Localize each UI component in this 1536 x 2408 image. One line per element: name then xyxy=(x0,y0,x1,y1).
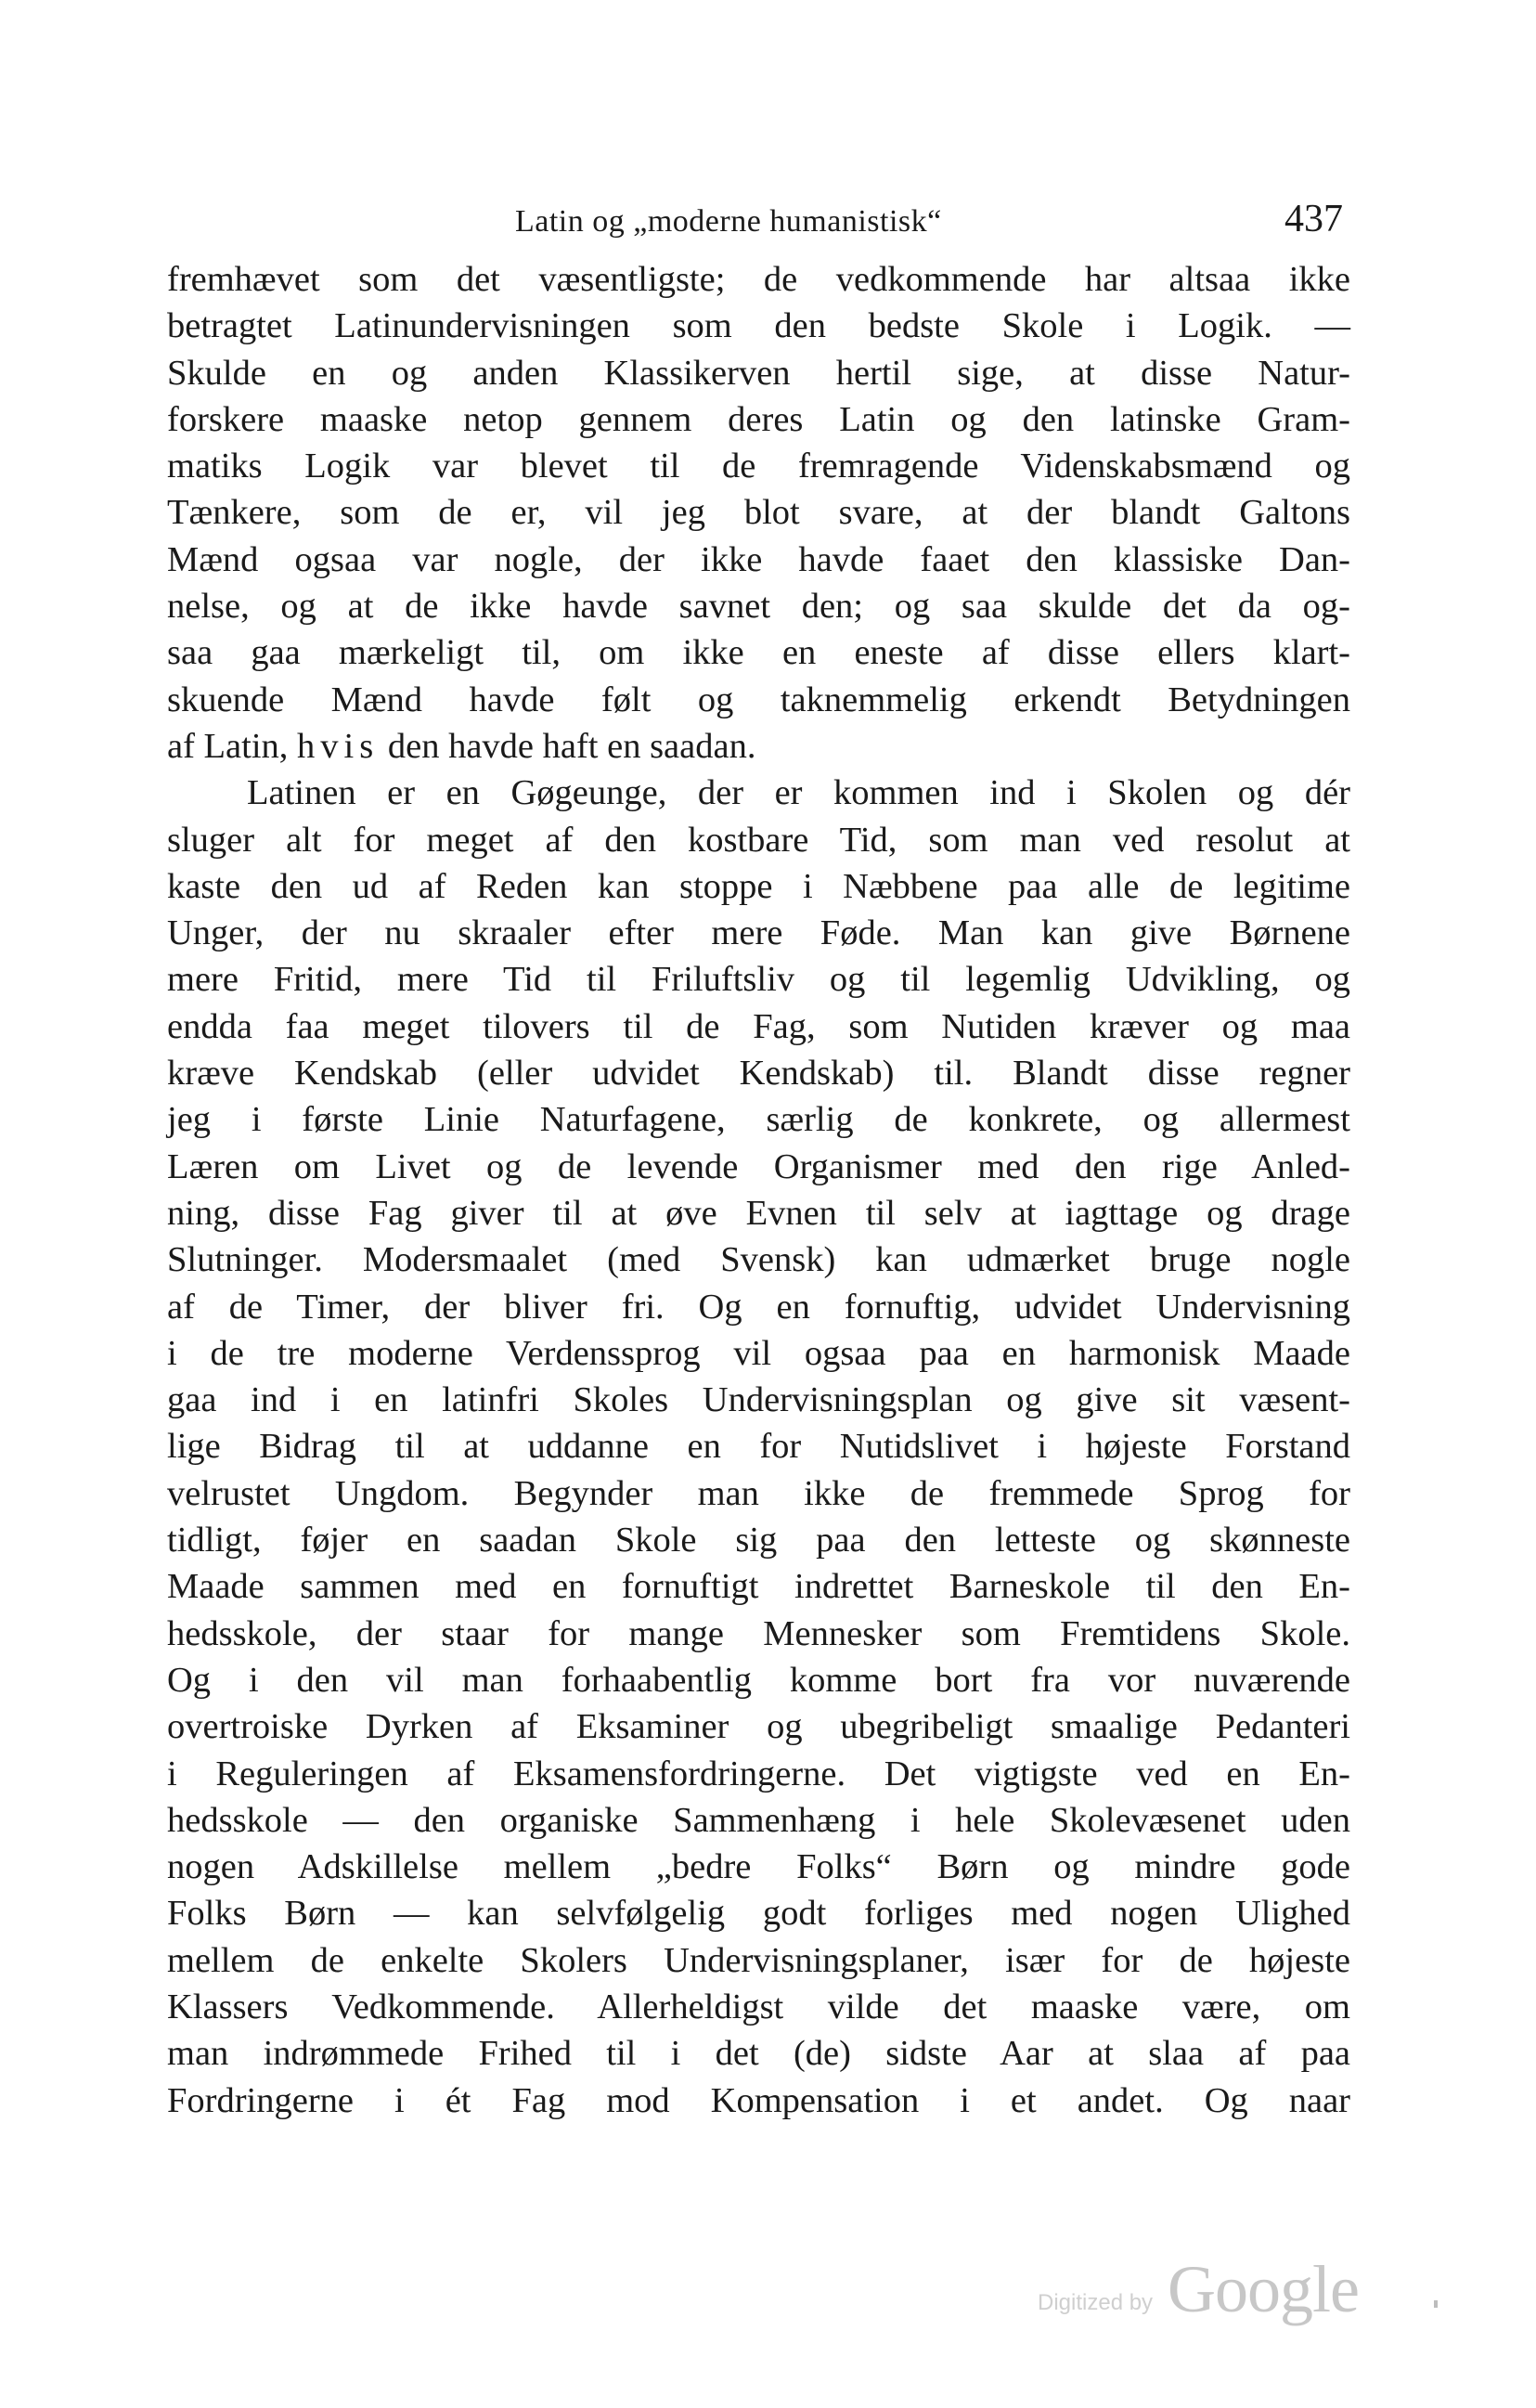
text-line: Slutninger. Modersmaalet (med Svensk) kan udmærket bruge nogle xyxy=(167,1240,1350,1280)
watermark-small-text: Digitized by xyxy=(1038,2290,1154,2315)
text-line: Skulde en og anden Klassikerven hertil sige, at disse Natur- xyxy=(167,353,1350,393)
paragraph-start-line: Latinen er en Gøgeunge, der er kommen ind i Skolen og dér xyxy=(247,773,1350,813)
text-line: tidligt, føjer en saadan Skole sig paa den letteste og skønneste xyxy=(167,1521,1350,1560)
text-line: saa gaa mærkeligt til, om ikke en eneste af disse ellers klart- xyxy=(167,633,1350,673)
text-line: betragtet Latinundervisningen som den bedste Skole i Logik. — xyxy=(167,306,1350,346)
text-line: hedsskole, der staar for mange Mennesker som Fremtidens Skole. xyxy=(167,1613,1350,1653)
text-line: hedsskole — den organiske Sammenhæng i hele Skolevæsenet uden xyxy=(167,1800,1350,1840)
body-text xyxy=(167,256,1350,2124)
paragraph-end-line xyxy=(167,723,1350,770)
text-line: sluger alt for meget af den kostbare Tid, som man ved resolut at xyxy=(167,820,1350,860)
text-line: ning, disse Fag giver til at øve Evnen til selv at iagttage og drage xyxy=(167,1193,1350,1233)
text-line: mere Fritid, mere Tid til Friluftsliv og til legemlig Udvikling, og xyxy=(167,960,1350,1000)
page-number: 437 xyxy=(1284,198,1343,240)
text-line: skuende Mænd havde følt og taknemmelig erkendt Betydningen xyxy=(167,680,1350,719)
text-line: mellem de enkelte Skolers Undervisningsplaner, især for de højeste xyxy=(167,1940,1350,1980)
running-head xyxy=(167,197,1350,252)
digitized-watermark xyxy=(1038,2251,1359,2326)
text-line: Klassers Vedkommende. Allerheldigst vilde det maaske være, om xyxy=(167,1987,1350,2026)
text-line: af de Timer, der bliver fri. Og en fornuftig, udvidet Undervisning xyxy=(167,1287,1350,1327)
text-line: kræve Kendskab (eller udvidet Kendskab) til. Blandt disse regner xyxy=(167,1054,1350,1094)
text-line: Mænd ogsaa var nogle, der ikke havde faaet den klassiske Dan- xyxy=(167,539,1350,579)
text-line: nelse, og at de ikke havde savnet den; og saa skulde det da og- xyxy=(167,587,1350,627)
text-line: Tænkere, som de er, vil jeg blot svare, at der blandt Galtons xyxy=(167,493,1350,533)
text-line: gaa ind i en latinfri Skoles Undervisningsplan og give sit væsent- xyxy=(167,1380,1350,1420)
text-line: overtroiske Dyrken af Eksaminer og ubegribeligt smaalige Pedanteri xyxy=(167,1707,1350,1747)
text-line: i de tre moderne Verdenssprog vil ogsaa paa en harmonisk Maade xyxy=(167,1333,1350,1373)
text-line: man indrømmede Frihed til i det (de) sidste Aar at slaa af paa xyxy=(167,2034,1350,2074)
running-title: Latin og „moderne humanistisk“ xyxy=(515,204,942,239)
text-line: endda faa meget tilovers til de Fag, som Nutiden kræver og maa xyxy=(167,1006,1350,1046)
emphasized-word: hvis xyxy=(297,726,380,766)
text-line: Fordringerne i ét Fag mod Kompensation i et andet. Og naar xyxy=(167,2080,1350,2120)
text-line: forskere maaske netop gennem deres Latin og den latinske Gram- xyxy=(167,399,1350,439)
text-line: Unger, der nu skraaler efter mere Føde. Man kan give Børnene xyxy=(167,913,1350,953)
text-line: lige Bidrag til at uddanne en for Nutidslivet i højeste Forstand xyxy=(167,1427,1350,1467)
line-text-before: af Latin, xyxy=(167,726,289,766)
text-line: Læren om Livet og de levende Organismer med den rige Anled- xyxy=(167,1146,1350,1186)
text-line: jeg i første Linie Naturfagene, særlig de konkrete, og allermest xyxy=(167,1100,1350,1140)
text-line: Og i den vil man forhaabentlig komme bort fra vor nuværende xyxy=(167,1660,1350,1700)
text-line: Folks Børn — kan selvfølgelig godt forliges med nogen Ulighed xyxy=(167,1894,1350,1934)
text-line: fremhævet som det væsentligste; de vedkommende har altsaa ikke xyxy=(167,260,1350,299)
text-line: i Reguleringen af Eksamensfordringerne. Det vigtigste ved en En- xyxy=(167,1754,1350,1793)
text-line: Maade sammen med en fornuftigt indrettet Barneskole til den En- xyxy=(167,1567,1350,1607)
text-line: nogen Adskillelse mellem „bedre Folks“ Børn og mindre gode xyxy=(167,1847,1350,1887)
line-text-after: den havde haft en saadan. xyxy=(387,726,756,766)
margin-mark xyxy=(1434,2300,1438,2308)
google-logo: Google xyxy=(1168,2252,1359,2326)
text-line: velrustet Ungdom. Begynder man ikke de fremmede Sprog for xyxy=(167,1473,1350,1513)
text-line: matiks Logik var blevet til de fremragende Videnskabsmænd og xyxy=(167,447,1350,486)
text-line: kaste den ud af Reden kan stoppe i Næbbene paa alle de legitime xyxy=(167,866,1350,906)
